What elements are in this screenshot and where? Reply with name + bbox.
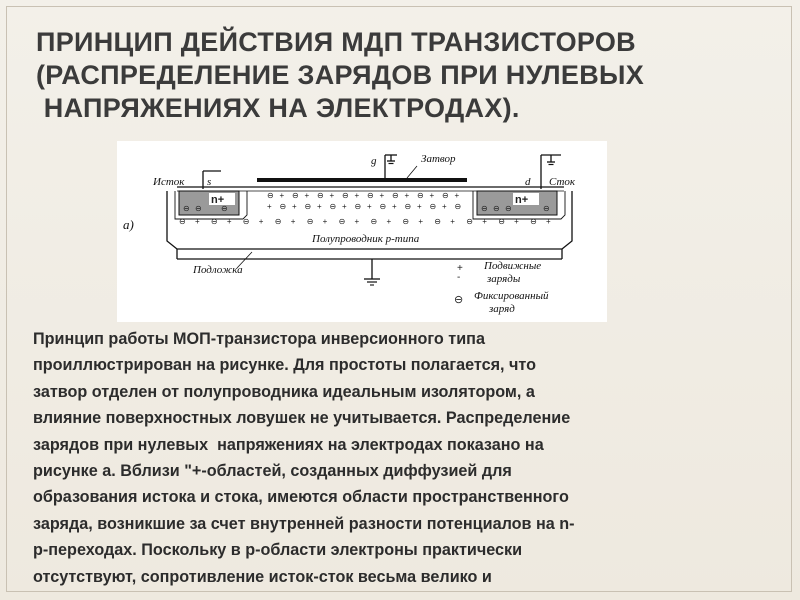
legend-fixed-line2: заряд — [489, 303, 515, 315]
charge-marker: + — [379, 191, 385, 200]
charge-marker: ⊖ — [466, 217, 474, 226]
charge-marker: ⊖ — [354, 202, 362, 211]
charge-marker: + — [429, 191, 435, 200]
substrate-label: Подложка — [193, 264, 243, 276]
charge-marker: ⊖ — [329, 202, 337, 211]
charge-marker: ⊖ — [370, 217, 378, 226]
title-line-3: НАПРЯЖЕНИЯХ НА ЭЛЕКТРОДАХ). — [36, 93, 520, 123]
charge-marker: ⊖ — [292, 191, 299, 200]
drain-n-plus-label: n+ — [515, 194, 529, 206]
body-line-8: заряда, возникшие за счет внутренней разности потенциалов на n- — [33, 514, 575, 533]
charge-marker: + — [195, 217, 200, 226]
charge-marker: ⊖ — [274, 217, 282, 226]
drain-letter: d — [525, 176, 531, 188]
drain-label: Сток — [549, 176, 576, 188]
body-line-7: образования истока и стока, имеются области пространственного — [33, 488, 569, 507]
charge-marker: + — [317, 202, 322, 211]
title-line-2: (РАСПРЕДЕЛЕНИЕ ЗАРЯДОВ ПРИ НУЛЕВЫХ — [36, 60, 645, 90]
charge-marker: + — [329, 191, 335, 200]
charge-marker: + — [354, 217, 360, 226]
body-line-4: влияние поверхностных ловушек не учитывается. Распределение — [33, 409, 571, 428]
body-line-2: проиллюстрирован на рисунке. Для простоты полагается, что — [33, 356, 537, 375]
charge-marker: + — [482, 217, 487, 226]
gate-electrode — [257, 178, 467, 182]
legend-mobile-line2: заряды — [487, 273, 521, 285]
charge-marker: ⊖ — [221, 204, 228, 213]
charge-marker: ⊖ — [338, 217, 346, 226]
source-letter: s — [207, 176, 212, 188]
charge-marker: + — [454, 191, 460, 200]
charge-marker: + — [354, 191, 360, 200]
charge-marker: ⊖ — [317, 191, 324, 200]
charge-marker: + — [450, 217, 455, 226]
legend-mobile-line1: Подвижные — [484, 260, 542, 272]
charge-marker: ⊖ — [392, 191, 399, 200]
charge-marker: ⊖ — [179, 217, 186, 226]
charge-marker: ⊖ — [306, 217, 314, 226]
charge-marker: ⊖ — [498, 217, 505, 226]
charge-marker: + — [322, 217, 328, 226]
charge-marker: ⊖ — [429, 202, 437, 211]
charge-marker: ⊖ — [379, 202, 387, 211]
charge-marker: + — [418, 217, 424, 226]
charge-marker: + — [367, 202, 372, 211]
charge-marker: + — [514, 217, 519, 226]
body-line-1: Принцип работы МОП-транзистора инверсионного типа — [33, 330, 485, 348]
charge-marker: + — [258, 217, 264, 226]
mos-transistor-diagram — [117, 141, 607, 322]
charge-marker: ⊖ — [434, 217, 442, 226]
gate-label: Затвор — [421, 153, 456, 165]
legend-fixed-symbol: ⊖ — [454, 294, 464, 306]
charge-marker: ⊖ — [454, 202, 462, 211]
body-line-10: отсутствуют, сопротивление исток-сток весьма велико и — [33, 567, 492, 586]
charge-marker: ⊖ — [279, 202, 287, 211]
charge-marker: + — [290, 217, 296, 226]
charge-marker: ⊖ — [210, 217, 218, 226]
charge-marker: ⊖ — [442, 191, 449, 200]
body-line-5: зарядов при нулевых напряжениях на электродах показано на — [33, 435, 544, 454]
charge-marker: ⊖ — [304, 202, 312, 211]
body-line-6: рисунке а. Вблизи "+-областей, созданных диффузией для — [33, 462, 512, 481]
charge-marker: ⊖ — [267, 191, 274, 200]
charge-marker: ⊖ — [417, 191, 424, 200]
charge-marker: ⊖ — [493, 204, 500, 213]
charge-marker: ⊖ — [402, 217, 410, 226]
charge-marker: ⊖ — [342, 191, 349, 200]
panel-label: a) — [123, 217, 134, 232]
charge-marker: + — [226, 217, 232, 226]
charge-marker: + — [392, 202, 397, 211]
charge-marker: ⊖ — [404, 202, 412, 211]
charge-marker: + — [404, 191, 410, 200]
source-label: Исток — [153, 176, 185, 188]
body-paragraph — [33, 326, 768, 590]
semiconductor-label: Полупроводник p-типа — [312, 233, 420, 245]
body-line-3: затвор отделен от полупроводника идеальным изолятором, а — [33, 382, 535, 401]
charge-marker: ⊖ — [543, 204, 550, 213]
charge-marker: ⊖ — [505, 204, 512, 213]
body-line-9: p-переходах. Поскольку в p-области электроны практически — [33, 541, 523, 560]
charge-marker: ⊖ — [183, 204, 190, 213]
charge-marker: + — [292, 202, 297, 211]
charge-marker: + — [417, 202, 422, 211]
legend-fixed-line1: Фиксированный — [474, 290, 549, 302]
charge-marker: + — [386, 217, 392, 226]
gate-letter: g — [371, 155, 377, 167]
charge-marker: ⊖ — [530, 217, 537, 226]
legend-mobile-plus: + — [457, 263, 463, 274]
charge-marker: ⊖ — [242, 217, 250, 226]
charge-marker: + — [342, 202, 347, 211]
charge-marker: ⊖ — [481, 204, 488, 213]
slide-title — [36, 26, 756, 125]
charge-marker: + — [304, 191, 310, 200]
legend-mobile-minus: - — [457, 272, 461, 283]
title-line-1: ПРИНЦИП ДЕЙСТВИЯ МДП ТРАНЗИСТОРОВ — [36, 27, 636, 57]
charge-marker: ⊖ — [195, 204, 202, 213]
charge-marker: + — [267, 202, 272, 211]
charge-marker: + — [442, 202, 447, 211]
source-n-plus-label: n+ — [211, 194, 225, 206]
charge-marker: + — [546, 217, 551, 226]
charge-marker: + — [279, 191, 285, 200]
charge-marker: ⊖ — [367, 191, 374, 200]
